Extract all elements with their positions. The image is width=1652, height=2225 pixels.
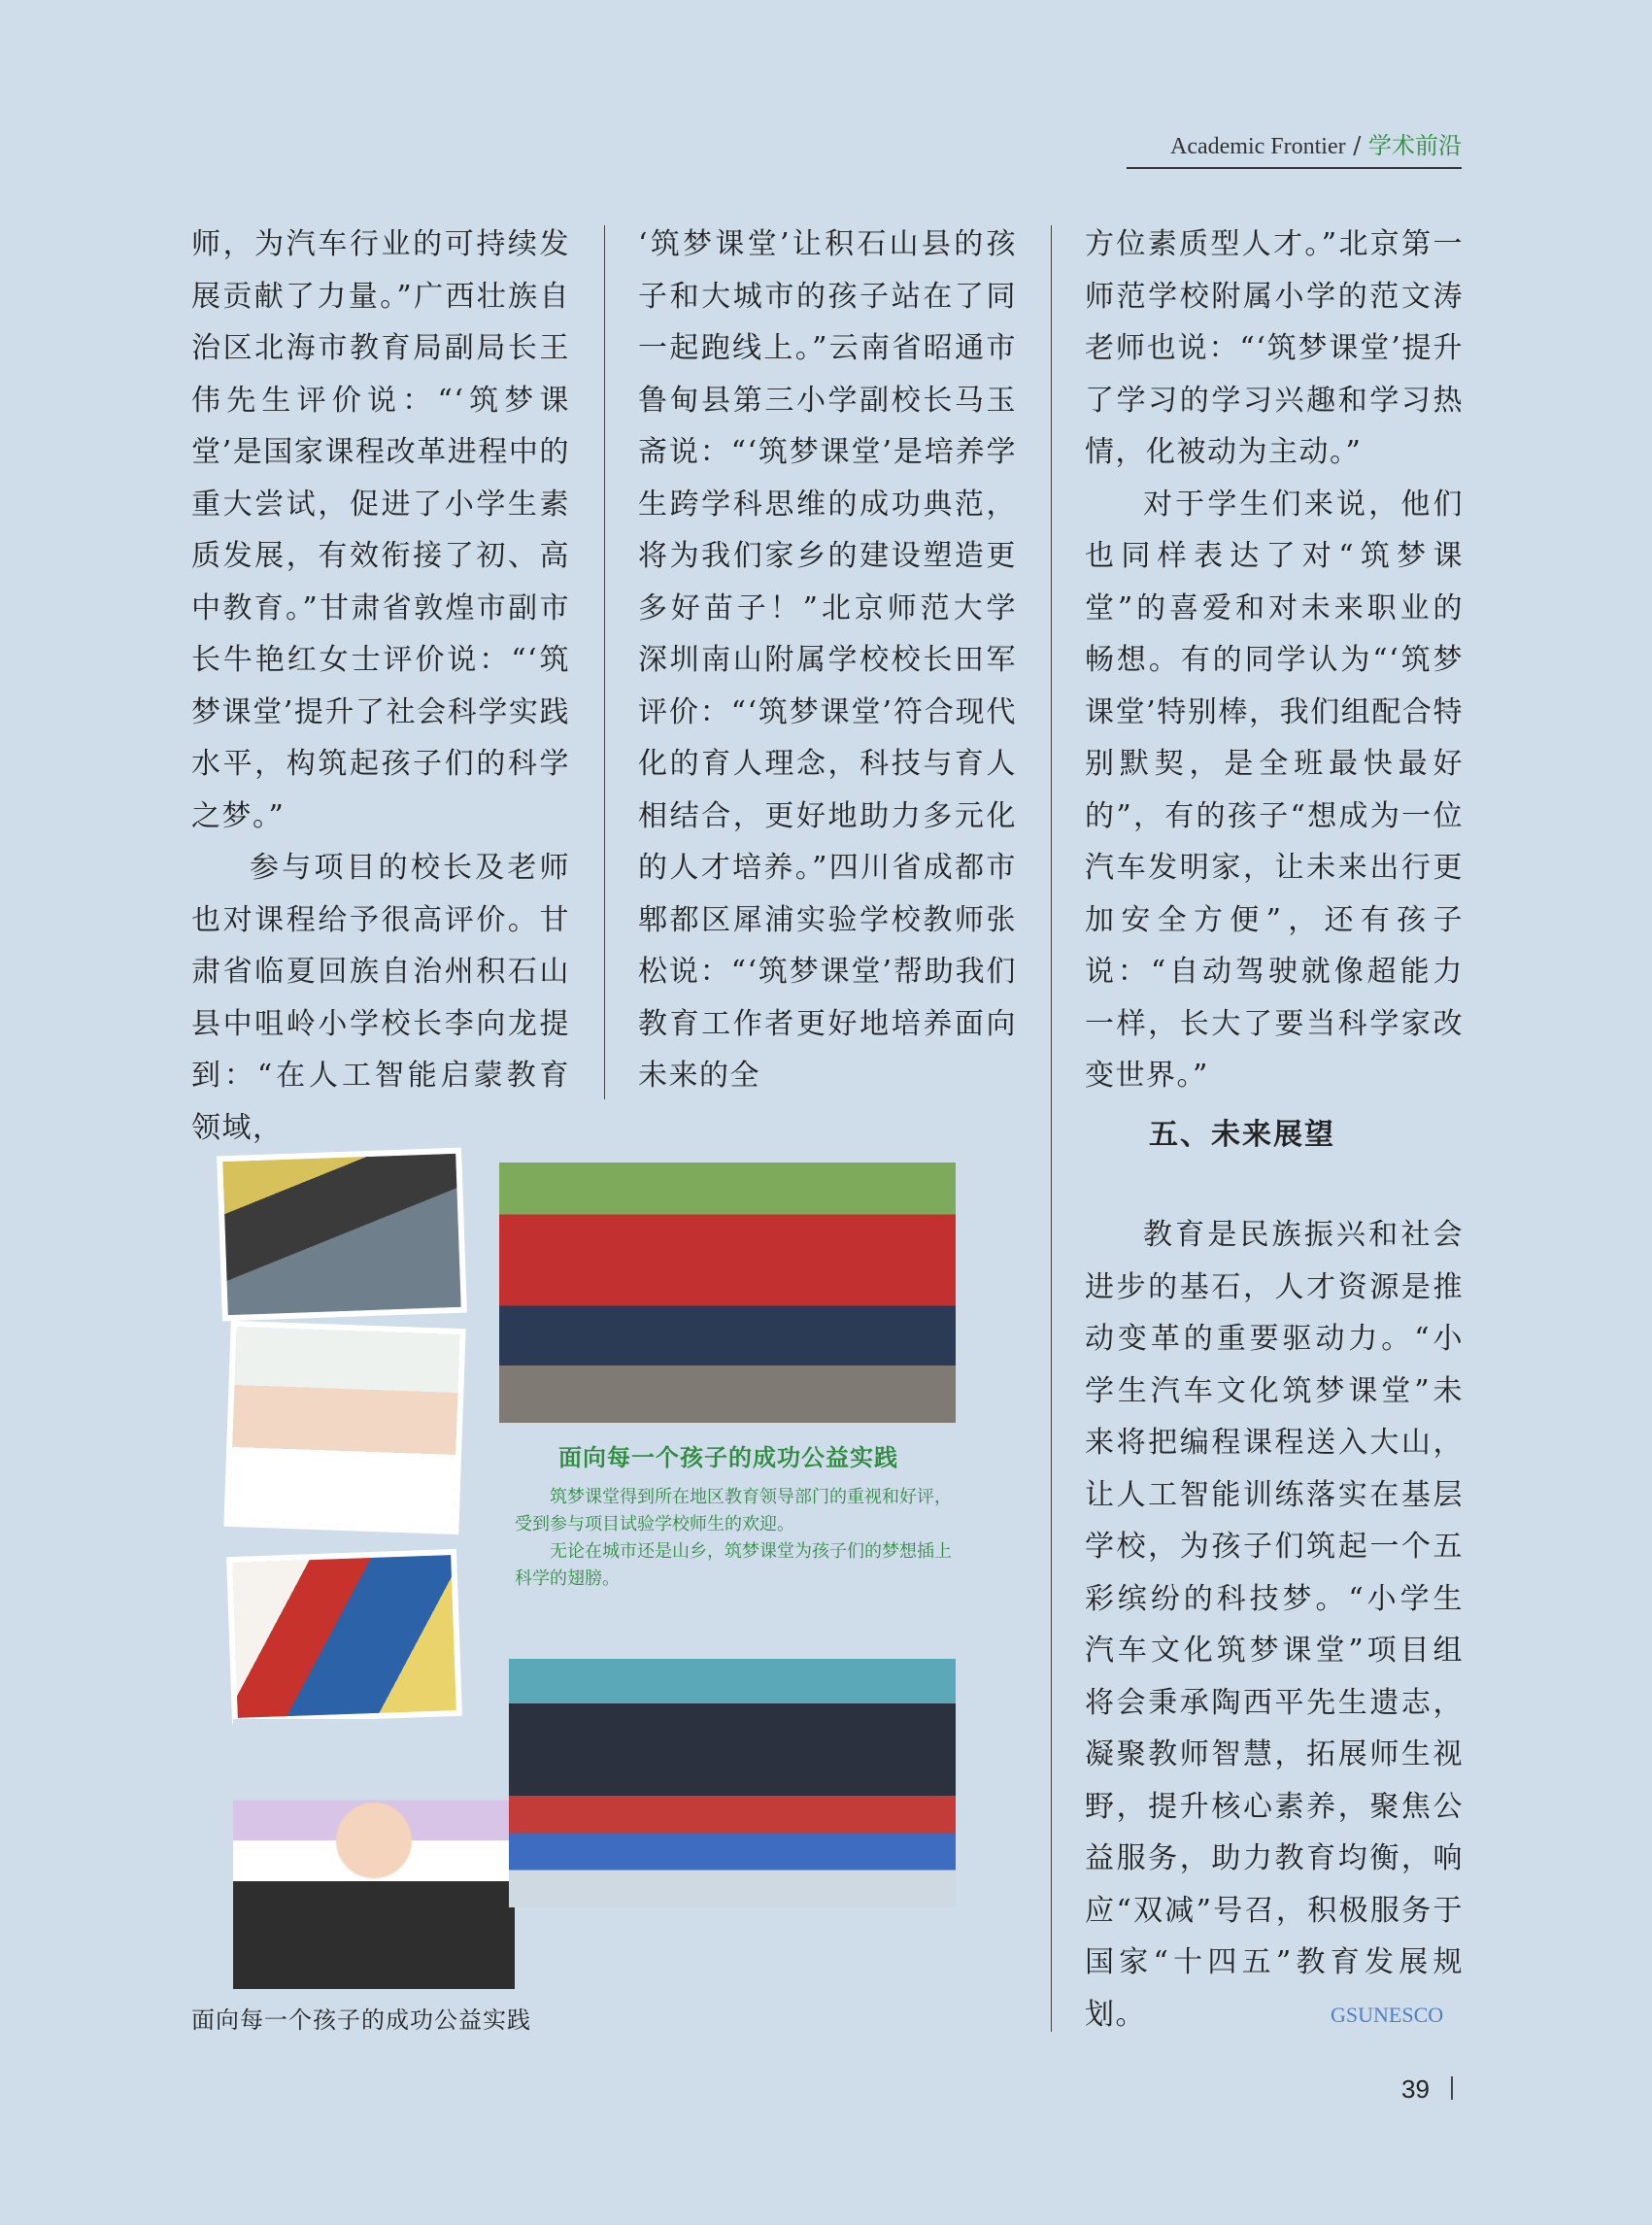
text-column-3-lower bbox=[1085, 1209, 1464, 2040]
inset-line-2: 无论在城市还是山乡，筑梦课堂为孩子们的梦想插上科学的翅膀。 bbox=[515, 1541, 952, 1589]
column1-paragraph-1: 师，为汽车行业的可持续发展贡献了力量。”广西壮族自治区北海市教育局副局长王伟先生评价说：“‘筑梦课堂’是国家课程改革进程中的重大尝试，促进了小学生素质发展，有效衔接了初、高中教育。”甘肃省敦煌市副市长牛艳红女士评价说：“‘筑梦课堂’提升了社会科学实践水平，构筑起孩子们的科学之梦。” bbox=[191, 227, 570, 833]
column3-paragraph-1: 方位素质型人才。”北京第一师范学校附属小学的范文涛老师也说：“‘筑梦课堂’提升了学习的学习兴趣和学习热情，化被动为主动。” bbox=[1085, 227, 1464, 469]
column3-paragraph-2: 对于学生们来说，他们也同样表达了对“筑梦课堂”的喜爱和对未来职业的畅想。有的同学认为“‘筑梦课堂’特别棒，我们组配合特别默契，是全班最快最好的”，有的孩子“想成为一位汽车发明家，让未来出行更加安全方便”，还有孩子说：“自动驾驶就像超能力一样，长大了要当科学家改变世界。” bbox=[1085, 487, 1464, 1093]
running-header bbox=[1127, 128, 1462, 169]
header-english: Academic Frontier bbox=[1170, 134, 1346, 159]
column3-paragraph-3: 教育是民族振兴和社会进步的基石，人才资源是推动变革的重要驱动力。“小学生汽车文化筑梦课堂”未来将把编程课程送入大山，让人工智能训练落实在基层学校，为孩子们筑起一个五彩缤纷的科技梦。“小学生汽车文化筑梦课堂”项目组将会秉承陶西平先生遗志，凝聚教师智慧，拓展师生视野，提升核心素养，聚焦公益服务，助力教育均衡，响应“双减”号召，积极服务于国家“十四五”教育发展规划。 bbox=[1085, 1218, 1464, 2032]
photo-students-racing-cars bbox=[509, 1659, 956, 1907]
text-column-2 bbox=[638, 219, 1017, 1102]
figure-caption: 面向每一个孩子的成功公益实践 bbox=[191, 2006, 531, 2034]
photo-car-track bbox=[222, 1154, 460, 1315]
photo-girl-with-drawing bbox=[230, 1327, 460, 1529]
text-column-3 bbox=[1085, 219, 1464, 1102]
photo-students-with-model bbox=[232, 1555, 455, 1718]
page-number-bar bbox=[1451, 2076, 1453, 2100]
page-number: 39 bbox=[1401, 2074, 1430, 2104]
header-chinese: 学术前沿 bbox=[1368, 132, 1462, 159]
inset-line-1: 筑梦课堂得到所在地区教育领导部门的重视和好评，受到参与项目试验学校师生的欢迎。 bbox=[515, 1487, 952, 1534]
section-heading: 五、未来展望 bbox=[1149, 1118, 1335, 1152]
text-column-1 bbox=[191, 219, 570, 1154]
photo-girl-holding-car bbox=[233, 1719, 515, 1989]
column2-paragraph-1: ‘筑梦课堂’让积石山县的孩子和大城市的孩子站在了同一起跑线上。”云南省昭通市鲁甸县第三小学副校长马玉斋说：“‘筑梦课堂’是培养学生跨学科思维的成功典范，将为我们家乡的建设塑造更多好苗子！”北京师范大学深圳南山附属学校校长田军评价：“‘筑梦课堂’符合现代化的育人理念，科技与育人相结合，更好地助力多元化的人才培养。”四川省成都市郫都区犀浦实验学校教师张松说：“‘筑梦课堂’帮助我们教育工作者更好地培养面向未来的全 bbox=[638, 227, 1017, 1093]
column-divider-2 bbox=[1051, 225, 1052, 2032]
column1-paragraph-2: 参与项目的校长及老师也对课程给予很高评价。甘肃省临夏回族自治州积石山县中咀岭小学校长李向龙提到：“在人工智能启蒙教育领域， bbox=[191, 851, 570, 1145]
inset-title: 面向每一个孩子的成功公益实践 bbox=[558, 1444, 898, 1471]
column-divider-1 bbox=[604, 225, 605, 1099]
photo-group-students bbox=[499, 1163, 956, 1423]
source-credit: GSUNESCO bbox=[1331, 2003, 1444, 2027]
header-separator: / bbox=[1353, 132, 1362, 159]
inset-text bbox=[515, 1484, 952, 1593]
